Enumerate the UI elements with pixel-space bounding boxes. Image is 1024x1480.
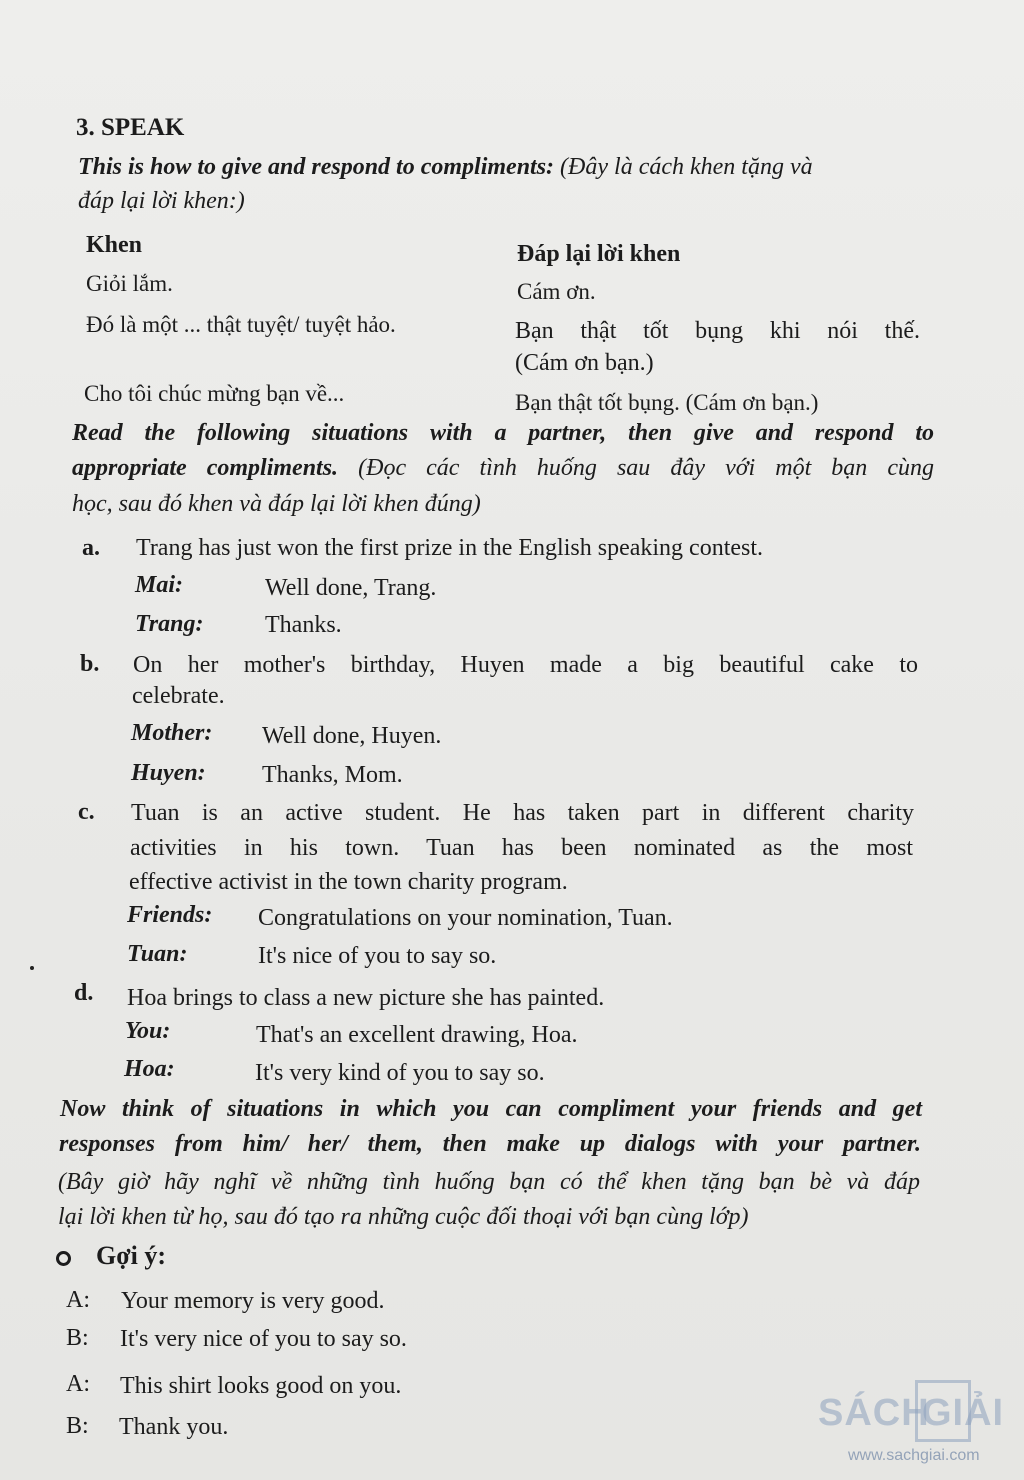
dialog-line: It's nice of you to say so. bbox=[258, 943, 497, 969]
intro-line-1 bbox=[78, 154, 943, 181]
hint-line: It's very nice of you to say so. bbox=[120, 1326, 407, 1352]
dialog-line: That's an excellent drawing, Hoa. bbox=[256, 1022, 578, 1048]
instructions-vietnamese-b: học, sau đó khen và đáp lại lời khen đúng) bbox=[72, 491, 481, 517]
column-header-compliment: Khen bbox=[86, 232, 143, 258]
speaker-label: Trang: bbox=[135, 611, 204, 637]
compliment-phrase-3: Cho tôi chúc mừng bạn về... bbox=[84, 381, 345, 406]
instructions-line-2 bbox=[72, 455, 934, 482]
speaker-label: You: bbox=[125, 1018, 171, 1044]
response-phrase-1: Cám ơn. bbox=[517, 279, 596, 304]
situation-d-text: Hoa brings to class a new picture she has painted. bbox=[127, 985, 605, 1011]
print-speck bbox=[30, 966, 34, 970]
situation-letter-a: a. bbox=[82, 535, 100, 561]
intro-vietnamese-b: đáp lại lời khen:) bbox=[78, 188, 245, 214]
situation-c-line-1: Tuan is an active student. He has taken part in different charity bbox=[131, 800, 914, 826]
dialog-line: Thanks, Mom. bbox=[262, 762, 403, 788]
watermark-brand-a: SÁCH bbox=[818, 1392, 930, 1434]
hint-speaker: B: bbox=[66, 1325, 89, 1351]
intro-vietnamese-a: (Đây là cách khen tặng và bbox=[560, 154, 813, 180]
bullet-icon bbox=[56, 1251, 71, 1266]
intro-english: This is how to give and respond to compliments: bbox=[78, 154, 555, 180]
hint-speaker: A: bbox=[66, 1287, 90, 1313]
closing-line-2: responses from him/ her/ them, then make up dialogs with your partner. bbox=[59, 1131, 921, 1157]
speaker-label: Huyen: bbox=[131, 760, 206, 786]
speaker-label: Hoa: bbox=[124, 1056, 175, 1082]
instructions-english-end: appropriate compliments. bbox=[72, 455, 339, 481]
dialog-line: Congratulations on your nomination, Tuan. bbox=[258, 905, 673, 931]
hint-line: Thank you. bbox=[119, 1414, 229, 1440]
closing-line-1: Now think of situations in which you can compliment your friends and get bbox=[60, 1096, 922, 1122]
hint-title: Gợi ý: bbox=[96, 1241, 167, 1270]
speaker-label: Mother: bbox=[131, 720, 213, 746]
closing-line-3: (Bây giờ hãy nghĩ về những tình huống bạn có thể khen tặng bạn bè và đáp bbox=[58, 1169, 920, 1195]
watermark-url: www.sachgiai.com bbox=[848, 1447, 980, 1464]
dialog-line: Well done, Trang. bbox=[265, 575, 437, 601]
closing-line-4: lại lời khen từ họ, sau đó tạo ra những cuộc đối thoại với bạn cùng lớp) bbox=[58, 1204, 749, 1230]
column-header-response: Đáp lại lời khen bbox=[517, 241, 681, 267]
dialog-line: Thanks. bbox=[265, 612, 342, 638]
speaker-label: Mai: bbox=[135, 572, 183, 598]
situation-letter-d: d. bbox=[74, 980, 94, 1006]
compliment-phrase-1: Giỏi lắm. bbox=[86, 271, 173, 296]
hint-speaker: A: bbox=[66, 1371, 90, 1397]
situation-b-line-2: celebrate. bbox=[132, 683, 225, 709]
instructions-vietnamese-a: (Đọc các tình huống sau đây với một bạn cùng bbox=[358, 455, 935, 481]
hint-speaker: B: bbox=[66, 1413, 89, 1439]
watermark-brand-b: GIẢI bbox=[922, 1392, 1005, 1434]
dialog-line: It's very kind of you to say so. bbox=[255, 1060, 545, 1086]
situation-c-line-2: activities in his town. Tuan has been nominated as the most bbox=[130, 835, 913, 861]
response-phrase-2: Bạn thật tốt bụng khi nói thế. bbox=[515, 318, 920, 344]
situation-b-line-1: On her mother's birthday, Huyen made a big beautiful cake to bbox=[133, 652, 918, 678]
response-phrase-2-note: (Cám ơn bạn.) bbox=[515, 350, 654, 376]
situation-a-text: Trang has just won the first prize in the English speaking contest. bbox=[136, 535, 764, 561]
situation-letter-b: b. bbox=[80, 651, 100, 677]
speaker-label: Tuan: bbox=[127, 941, 188, 967]
compliment-phrase-2: Đó là một ... thật tuyệt/ tuyệt hảo. bbox=[86, 312, 396, 337]
dialog-line: Well done, Huyen. bbox=[262, 723, 442, 749]
speaker-label: Friends: bbox=[127, 902, 213, 928]
situation-c-line-3: effective activist in the town charity program. bbox=[129, 869, 568, 895]
situation-letter-c: c. bbox=[78, 799, 95, 825]
instructions-line-1: Read the following situations with a partner, then give and respond to bbox=[72, 420, 934, 446]
hint-line: This shirt looks good on you. bbox=[120, 1373, 402, 1399]
response-phrase-3: Bạn thật tốt bụng. (Cám ơn bạn.) bbox=[515, 390, 819, 415]
section-heading: 3. SPEAK bbox=[76, 114, 185, 141]
hint-line: Your memory is very good. bbox=[121, 1288, 385, 1314]
